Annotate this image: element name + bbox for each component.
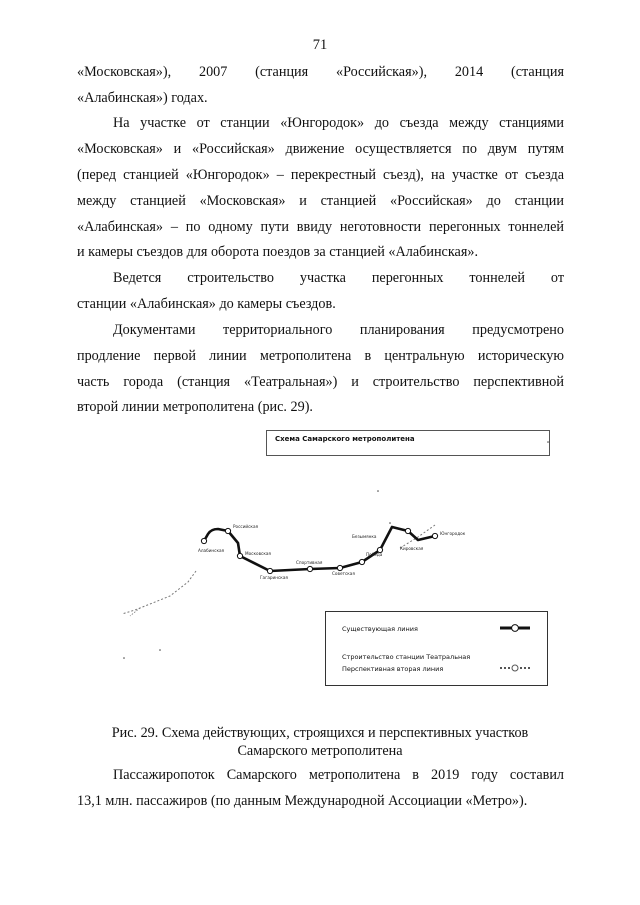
label-gagarinskaya: Гагаринская xyxy=(260,575,288,580)
paragraph-2-line-3: (перед станцией «Юнгородок» – перекрестный съезд), на участке от съезда xyxy=(77,167,564,183)
map-title: Схема Самарского метрополитена xyxy=(266,430,550,456)
label-bezymyanka: Безымянка xyxy=(352,534,377,539)
word: Ведется xyxy=(113,270,162,286)
word: участка xyxy=(299,270,346,286)
word: «Московская»), xyxy=(77,64,172,80)
page-number: 71 xyxy=(312,37,328,53)
paragraph-4-line-1: Документами территориального планирования предусмотрено xyxy=(113,322,564,338)
word: «Российская»), xyxy=(335,64,427,80)
paragraph-4-line-2: продление первой линии метрополитена в центральную историческую xyxy=(77,348,564,364)
label-pobeda: Победа xyxy=(366,552,383,557)
paragraph-2-line-6: и камеры съездов для оборота поездов за станцией «Алабинская». xyxy=(77,244,478,260)
station-gagarinskaya xyxy=(267,568,272,573)
word: 2014 xyxy=(454,64,484,80)
paragraph-5-line-1: Пассажиропоток Самарского метрополитена в 2019 году составил xyxy=(113,767,564,783)
paragraph-1-line-1 xyxy=(77,63,564,81)
label-rossiyskaya: Российская xyxy=(233,524,259,529)
word: (станция xyxy=(511,64,564,80)
perspective-spur xyxy=(130,608,140,616)
station-yungorodok xyxy=(432,533,437,538)
label-alabinskaya: Алабинская xyxy=(198,548,225,553)
label-moskovskaya: Московская xyxy=(245,551,271,556)
label-sovetskaya: Советская xyxy=(332,571,355,576)
label-kirovskaya: Кировская xyxy=(400,546,424,551)
figure-caption-line-2: Самарского метрополитена xyxy=(237,743,403,759)
station-moskovskaya xyxy=(237,553,242,558)
word: от xyxy=(550,270,565,286)
label-yungorodok: Юнгородок xyxy=(440,531,466,536)
station-pobeda xyxy=(359,559,364,564)
station-sovetskaya xyxy=(337,565,342,570)
perspective-line-west xyxy=(122,571,196,614)
paragraph-2-line-1: На участке от станции «Юнгородок» до съезда между станциями xyxy=(113,115,564,131)
scan-dot xyxy=(389,522,391,524)
station-sportivnaya xyxy=(307,566,312,571)
legend-existing-label: Существующая линия xyxy=(342,625,418,633)
word: 2007 xyxy=(198,64,228,80)
station-kirovskaya xyxy=(405,528,410,533)
scan-dot xyxy=(123,657,125,659)
metro-map-figure xyxy=(100,428,552,693)
legend-perspective-label: Перспективная вторая линия xyxy=(342,665,444,673)
paragraph-4-line-3: часть города (станция «Театральная») и строительство перспективной xyxy=(77,374,564,390)
legend-existing-line-icon xyxy=(498,623,532,633)
paragraph-2-line-4: между станцией «Московская» и станцией «Российская» до станции xyxy=(77,193,564,209)
station-alabinskaya xyxy=(201,538,206,543)
word: тоннелей xyxy=(469,270,525,286)
map-legend xyxy=(325,611,548,686)
station-rossiyskaya xyxy=(225,528,230,533)
scan-dot xyxy=(377,490,379,492)
label-sportivnaya: Спортивная xyxy=(296,560,323,565)
word: строительство xyxy=(187,270,274,286)
paragraph-4-line-4: второй линии метрополитена (рис. 29). xyxy=(77,399,313,415)
paragraph-2-line-5: «Алабинская» – по одному пути ввиду неготовности перегонных тоннелей xyxy=(77,219,564,235)
word: (станция xyxy=(255,64,309,80)
paragraph-3-line-2: станции «Алабинская» до камеры съездов. xyxy=(77,296,336,312)
scan-dot xyxy=(159,649,161,651)
paragraph-5-line-2: 13,1 млн. пассажиров (по данным Международной Ассоциации «Метро»). xyxy=(77,793,528,809)
paragraph-2-line-2: «Московская» и «Российская» движение осуществляется по двум путям xyxy=(77,141,564,157)
paragraph-1-line-2: «Алабинская») годах. xyxy=(77,90,208,106)
paragraph-3-line-1 xyxy=(77,269,564,287)
scan-dot xyxy=(547,441,549,443)
word: перегонных xyxy=(371,270,444,286)
figure-caption-line-1: Рис. 29. Схема действующих, строящихся и перспективных участков xyxy=(111,725,529,741)
legend-perspective-line-icon xyxy=(498,663,532,673)
legend-construction-label: Строительство станции Театральная xyxy=(342,653,471,661)
